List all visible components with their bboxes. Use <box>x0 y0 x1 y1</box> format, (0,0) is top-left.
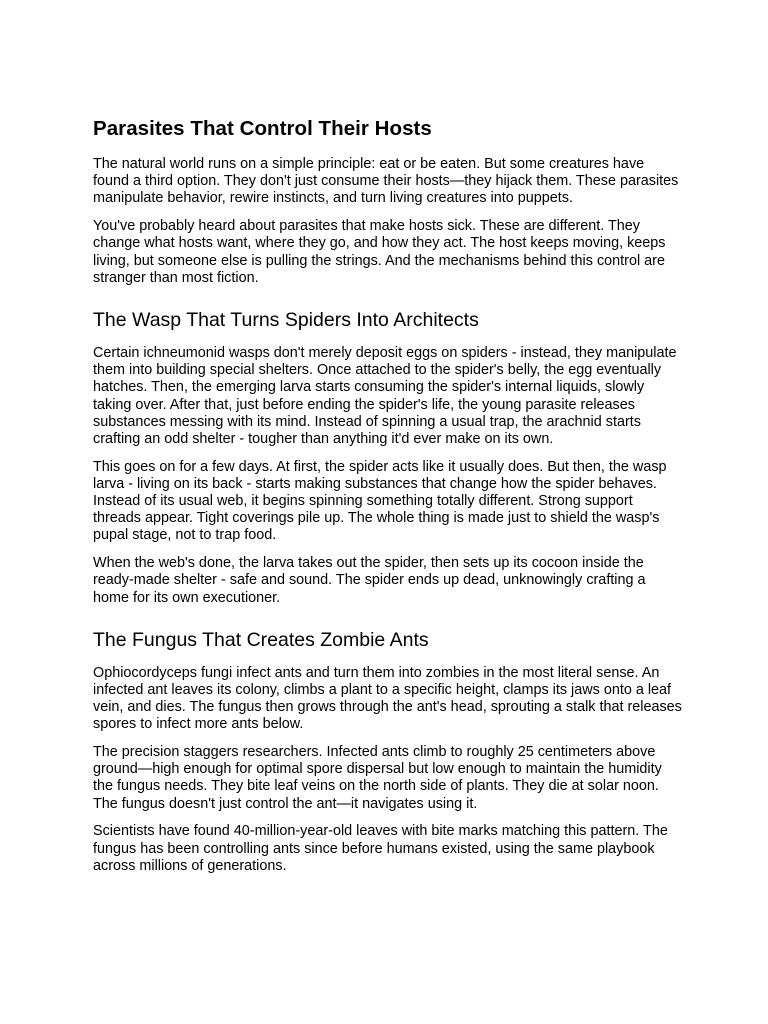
wasp-paragraph: This goes on for a few days. At first, the spider acts like it usually does. But then, the wasp larva - living on its back - starts making substances that change how the spider behaves. Instead of its usual web, it begins spinning something totally different. Strong support threads appear. Tight coverings pile up. The whole thing is made just to shield the wasp's pupal stage, not to trap food. <box>93 458 667 544</box>
intro-paragraph: The natural world runs on a simple principle: eat or be eaten. But some creatures have found a third option. They don't just consume their hosts—they hijack them. These parasites manipulate behavior, rewire instincts, and turn living creatures into puppets. <box>93 156 679 207</box>
section-heading-fungus: The Fungus That Creates Zombie Ants <box>93 628 429 651</box>
document-page <box>93 116 683 886</box>
intro-paragraph: You've probably heard about parasites that make hosts sick. These are different. They change what hosts want, where they go, and how they act. The host keeps moving, keeps living, but someone else is pulling the strings. And the mechanisms behind this control are stranger than most fiction. <box>93 218 666 286</box>
section-heading-wasp: The Wasp That Turns Spiders Into Architects <box>93 308 479 331</box>
page-title: Parasites That Control Their Hosts <box>93 117 432 140</box>
wasp-paragraph: When the web's done, the larva takes out the spider, then sets up its cocoon inside the ready-made shelter - safe and sound. The spider ends up dead, unknowingly crafting a home for its own executioner. <box>93 555 646 606</box>
wasp-paragraph: Certain ichneumonid wasps don't merely deposit eggs on spiders - instead, they manipulate them into building special shelters. Once attached to the spider's belly, the egg eventually hatches. Then, the emerging larva starts consuming the spider's internal liquids, slowly taking over. After that, just before ending the spider's life, the young parasite releases substances messing with its mind. Instead of spinning a usual trap, the arachnid starts crafting an odd shelter - tougher than anything it'd ever make on its own. <box>93 344 677 447</box>
fungus-paragraph: Scientists have found 40-million-year-old leaves with bite marks matching this pattern. The fungus has been controlling ants since before humans existed, using the same playbook across millions of generations. <box>93 823 668 874</box>
fungus-paragraph: Ophiocordyceps fungi infect ants and turn them into zombies in the most literal sense. An infected ant leaves its colony, climbs a plant to a specific height, clamps its jaws onto a leaf vein, and dies. The fungus then grows through the ant's head, sprouting a stalk that releases spores to infect more ants below. <box>93 664 682 733</box>
fungus-paragraph: The precision staggers researchers. Infected ants climb to roughly 25 centimeters above ground—high enough for optimal spore dispersal but low enough to maintain the humidity the fungus needs. They bite leaf veins on the north side of plants. They die at solar noon. The fungus doesn't just control the ant—it navigates using it. <box>93 744 662 812</box>
